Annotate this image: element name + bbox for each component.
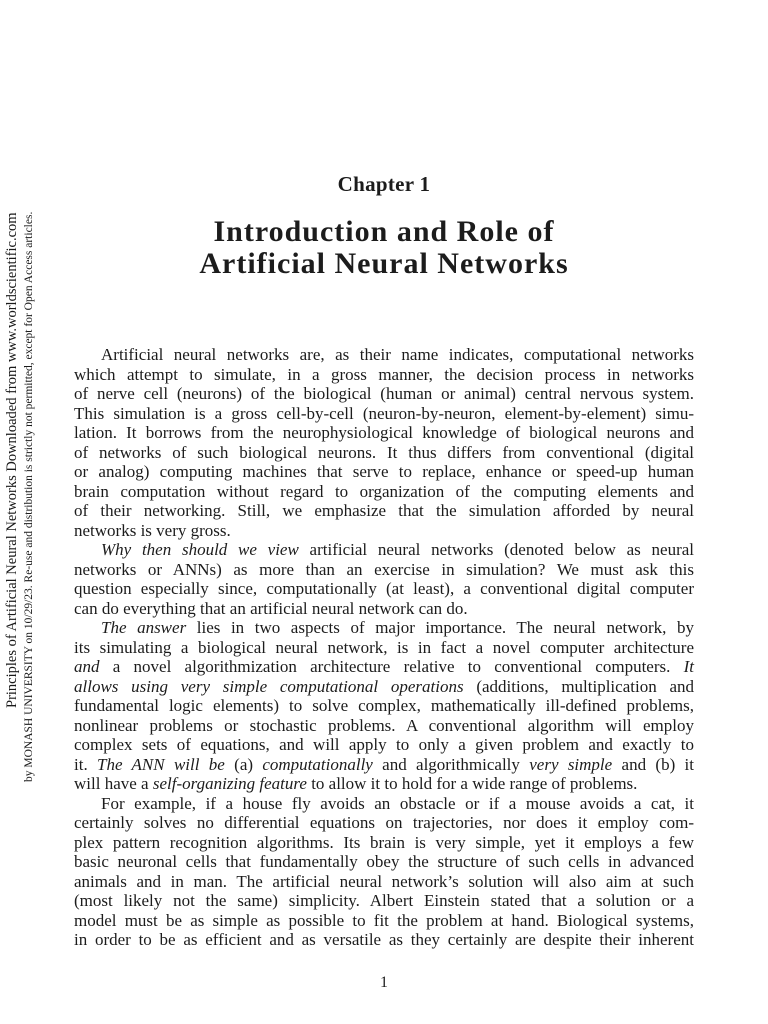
text-run: For example, if a house fly avoids an obstacle or if a mouse avoids a cat, it: [101, 793, 694, 813]
text-line: [74, 462, 694, 482]
text-run: plex pattern recognition algorithms. Its brain is very simple, yet it employs a few: [74, 832, 694, 852]
text-line: [74, 599, 694, 619]
text-line: [74, 774, 694, 794]
watermark-line: Principles of Artificial Neural Networks Downloaded from www.worldscientific.com: [4, 212, 20, 708]
chapter-body: [74, 345, 694, 950]
watermark-line: by MONASH UNIVERSITY on 10/29/23. Re-use and distribution is strictly not permitted, except for Open Access articles.: [23, 212, 35, 783]
page-number: 1: [380, 974, 388, 991]
text-run: complex sets of equations, and will apply to only a given problem and exactly to: [74, 735, 694, 754]
text-line: [74, 404, 694, 424]
chapter-title-line: Introduction and Role of: [213, 215, 555, 248]
text-run: (a): [224, 754, 263, 774]
text-run: This simulation is a gross cell-by-cell (neuron-by-neuron, element-by-element) simu-: [74, 403, 694, 423]
text-run: it.: [74, 754, 98, 774]
chapter-title: [0, 216, 768, 280]
text-line: [74, 618, 694, 638]
text-run: Artificial neural networks are, as their name indicates, computational networks: [101, 345, 694, 364]
text-run: lies in two aspects of major importance. The neural network, by: [186, 618, 694, 637]
text-line: [74, 579, 694, 599]
text-run: or analog) computing machines that serve to replace, enhance or speed-up human: [74, 462, 694, 481]
text-line: [74, 423, 694, 443]
text-line: [74, 482, 694, 502]
text-line: [74, 521, 694, 541]
text-line: [74, 911, 694, 931]
text-line: [74, 443, 694, 463]
text-run: in order to be as efficient and as versatile as they certainly are despite their inherent: [74, 930, 694, 949]
text-run: of their networking. Still, we emphasize that the simulation afforded by neural: [74, 501, 694, 520]
text-run: of nerve cell (neurons) of the biological (human or animal) central nervous system.: [74, 384, 694, 403]
text-run: model must be as simple as possible to fit the problem at hand. Biological systems,: [74, 910, 694, 930]
text-line: [74, 755, 694, 775]
emphasized-text: and: [74, 657, 100, 676]
text-run: certainly solves no differential equations on trajectories, nor does it employ com-: [74, 813, 694, 832]
chapter-label: Chapter 1: [337, 172, 431, 196]
text-run: nonlinear problems or stochastic problems. A conventional algorithm will employ: [74, 715, 694, 735]
paragraph: [74, 794, 694, 950]
text-run: basic neuronal cells that fundamentally obey the structure of such cells in advanced: [74, 852, 694, 871]
text-line: [74, 891, 694, 911]
emphasized-text: The ANN will be: [97, 754, 225, 774]
text-run: to allow it to hold for a wide range of problems.: [306, 774, 638, 793]
emphasized-text: Why then should we view: [101, 540, 299, 559]
text-line: [74, 872, 694, 892]
text-run: question especially since, computationally (at least), a conventional digital computer: [74, 579, 694, 598]
text-line: [74, 638, 694, 658]
text-line: [74, 852, 694, 872]
text-run: and algorithmically: [372, 754, 530, 774]
text-run: networks or ANNs) as more than an exercise in simulation? We must ask this: [74, 559, 694, 579]
text-run: will have a: [74, 774, 153, 793]
text-line: [74, 657, 694, 677]
text-line: [74, 716, 694, 736]
text-line: [74, 696, 694, 716]
text-line: [74, 501, 694, 521]
text-run: (additions, multiplication and: [463, 676, 694, 696]
text-line: [74, 365, 694, 385]
text-run: (most likely not the same) simplicity. Albert Einstein stated that a solution or a: [74, 891, 694, 910]
text-run: and (b) it: [612, 754, 694, 774]
emphasized-text: The answer: [101, 618, 187, 637]
text-run: a novel algorithmization architecture relative to conventional computers.: [99, 657, 684, 676]
text-line: [74, 677, 694, 697]
emphasized-text: very simple: [529, 754, 613, 774]
text-run: fundamental logic elements) to solve complex, mathematically ill-defined problems,: [74, 696, 694, 715]
emphasized-text: computationally: [262, 754, 373, 774]
text-run: networks is very gross.: [74, 520, 231, 540]
text-line: [74, 930, 694, 950]
text-run: which attempt to simulate, in a gross manner, the decision process in networks: [74, 364, 694, 384]
emphasized-text: self-organizing feature: [152, 774, 307, 793]
paragraph: [74, 618, 694, 794]
paragraph: [74, 345, 694, 540]
text-run: of networks of such biological neurons. It thus differs from conventional (digital: [74, 442, 694, 462]
text-line: [74, 345, 694, 365]
text-run: artificial neural networks (denoted below as neural: [298, 540, 695, 559]
text-run: brain computation without regard to organization of the computing elements and: [74, 481, 694, 501]
text-line: [74, 560, 694, 580]
text-line: [74, 384, 694, 404]
text-line: [74, 540, 694, 560]
text-run: lation. It borrows from the neurophysiological knowledge of biological neurons and: [74, 423, 694, 442]
text-run: its simulating a biological neural network, is in fact a novel computer architecture: [74, 637, 694, 657]
text-run: can do everything that an artificial neural network can do.: [74, 598, 468, 618]
chapter-title-line: Artificial Neural Networks: [199, 247, 569, 280]
text-line: [74, 735, 694, 755]
emphasized-text: It: [683, 657, 694, 676]
download-watermark: [3, 212, 39, 787]
text-line: [74, 833, 694, 853]
paragraph: [74, 540, 694, 618]
text-run: animals and in man. The artificial neural network’s solution will also aim at such: [74, 871, 694, 891]
text-line: [74, 794, 694, 814]
text-line: [74, 813, 694, 833]
emphasized-text: allows using very simple computational operations: [74, 676, 464, 696]
